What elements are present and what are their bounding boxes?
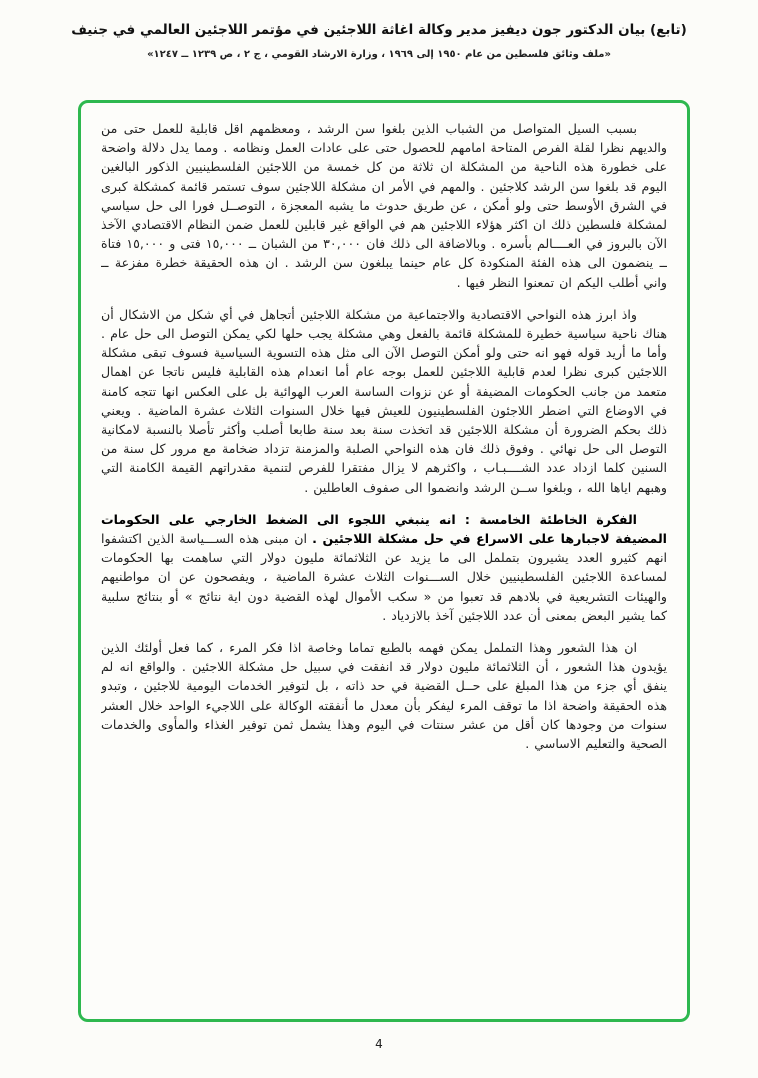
paragraph-4: ان هذا الشعور وهذا التململ يمكن فهمه بالطبع تماما وخاصة اذا فكر المرء ، كما فعل أولئك الذين يؤيدون هذا الشعور ، أن الثلاثمائة مليون دولار قد انفقت في سبيل حل مشكلة اللاجئين . والواقع انه لم ينفق أي جزء من هذا المبلغ على حــل القضية في حد ذاته ، بل لتوفير الخدمات اليومية للاجئين ، وتبدو هذه الحقيقة واضحة اذا ما توقف المرء ليفكر بأن معدل ما أنفقته الوكالة على اللاجيء الواحد خلال العشر سنوات من وجودها كان أقل من عشر سنتات في اليوم وهذا يشمل ثمن توفير الغذاء والمأوى والخدمات الصحية والتعليم الاساسي . bbox=[101, 640, 667, 752]
page-number: 4 bbox=[375, 1037, 383, 1051]
paragraph-2: واذ ابرز هذه النواحي الاقتصادية والاجتماعية من مشكلة اللاجئين أتجاهل في أي شكل من الاشكال أن هناك ناحية سياسية خطيرة للمشكلة قائمة بالفعل وهي مشكلة يجب حلها لكي يمكن التوصل الى حل عام . وأما ما أريد قوله فهو انه حتى ولو أمكن التوصل الآن الى مثل هذه التسوية السياسية فسوف تبقى مشكلة اللاجئين كبرى نظرا لعدم قابلية اللاجئين للعمل بوجه عام أما انعدام هذه القابلية فليس ناتجا عن اهمال متعمد من جانب الحكومات المضيفة أو عن نزوات الساسة العرب الهوائية بل على العكس انها تتجه كامنة في الاوضاع التي اضطر اللاجئون الفلسطينيون للعيش فيها خلال السنوات الثلاث عشرة الماضية . ويعني ذلك بحكم الضرورة أن مشكلة اللاجئين قد اتخذت سنة بعد سنة طابعا أصلب وأكثر تأصلا بالنسبة لامكانية التوصل الى حل نهائي . وفوق ذلك فان هذه النواحي الصلبة والمزمنة تزداد ضخامة مع مرور كل سنة من السنين كلما ازداد عدد الشــــبـاب ، واكثرهم لا يزال مفتقرا للفرص لتنمية مقدراتهم القيمة الكامنة التي وهبهم اياها الله ، وبلغوا ســن الرشد وانضموا الى صفوف العاطلين . bbox=[101, 306, 667, 495]
document-header bbox=[0, 20, 758, 62]
document-title: (تابع) بيان الدكتور جون ديفيز مدير وكالة اغاثة اللاجئين في مؤتمر اللاجئين العالمي في جنيف bbox=[71, 22, 687, 38]
document-source-line: «ملف وثائق فلسطين من عام ١٩٥٠ إلى ١٩٦٩ ، وزارة الارشاد القومي ، ج ٢ ، ص ١٢٣٩ ــ ١٢٤٧» bbox=[147, 48, 611, 60]
paragraph-1: بسبب السيل المتواصل من الشباب الذين بلغوا سن الرشد ، ومعظمهم اقل قابلية للعمل حتى من والديهم نظرا لقلة الفرص المتاحة امامهم للحصول حتى على عادات العمل ونظامه . ومما يدل دلالة واضحة على خطورة هذه الناحية من المشكلة ان ثلاثة من كل خمسة من اللاجئين الفلسطينيين الذكور البالغين اليوم قد بلغوا سن الرشد كلاجئين . والمهم في الأمر ان مشكلة اللاجئين سوف تستمر قائمة كمشكلة كبرى في الشرق الأوسط حتى ولو أمكن ، عن طريق حدوث ما يشبه المعجزة ، التوصــل فورا الى حل سياسي لمشكلة فلسطين ذلك ان اكثر هؤلاء اللاجئين هم في الواقع غير قابلين للعمل ضمن النظام الاقتصادي الآخذ الآن بالبروز في العــــالم بأسره . وبالاضافة الى ذلك فان ٣٠,٠٠٠ من الشبان ــ ١٥,٠٠٠ فتى و ١٥,٠٠٠ فتاة ــ ينضمون الى هذه الفئة المنكودة كل عام حينما يبلغون سن الرشد . ان هذه الحقيقة خطرة مفزعة ــ واني أطلب اليكم ان تمعنوا النظر فيها . bbox=[101, 121, 667, 290]
paragraph-3 bbox=[101, 510, 667, 625]
content-body bbox=[101, 119, 667, 1009]
content-border-box bbox=[78, 100, 690, 1022]
misconception-heading: الفكرة الخاطئة الخامسة : انه ينبغي اللجوء الى الضغط الخارجي على الحكومات المضيفة لاجبارها على الاسراع في حل مشكلة اللاجئين . bbox=[101, 511, 667, 547]
document-footer bbox=[0, 1033, 758, 1052]
paragraph-3-text: ان مبنى هذه الســـياسة الذين اكتشفوا انهم كثيرو العدد يشيرون بتململ الى ما يزيد عن الثلاثمائة مليون دولار التي ساهمت بها الحكومات لمساعدة اللاجئين الفلسطينيين خلال الســـنوات الثلاث عشرة الماضية ، ويفصحون عن ان مواطنيهم والهيئات التشريعية في بلادهم قد تعبوا من « سكب الأموال لهذه القضية دون اية نتائج » أو بنتائج سلبية كما يشير البعض بمعنى أن عدد اللاجئين آخذ بالازدياد . bbox=[101, 531, 667, 623]
